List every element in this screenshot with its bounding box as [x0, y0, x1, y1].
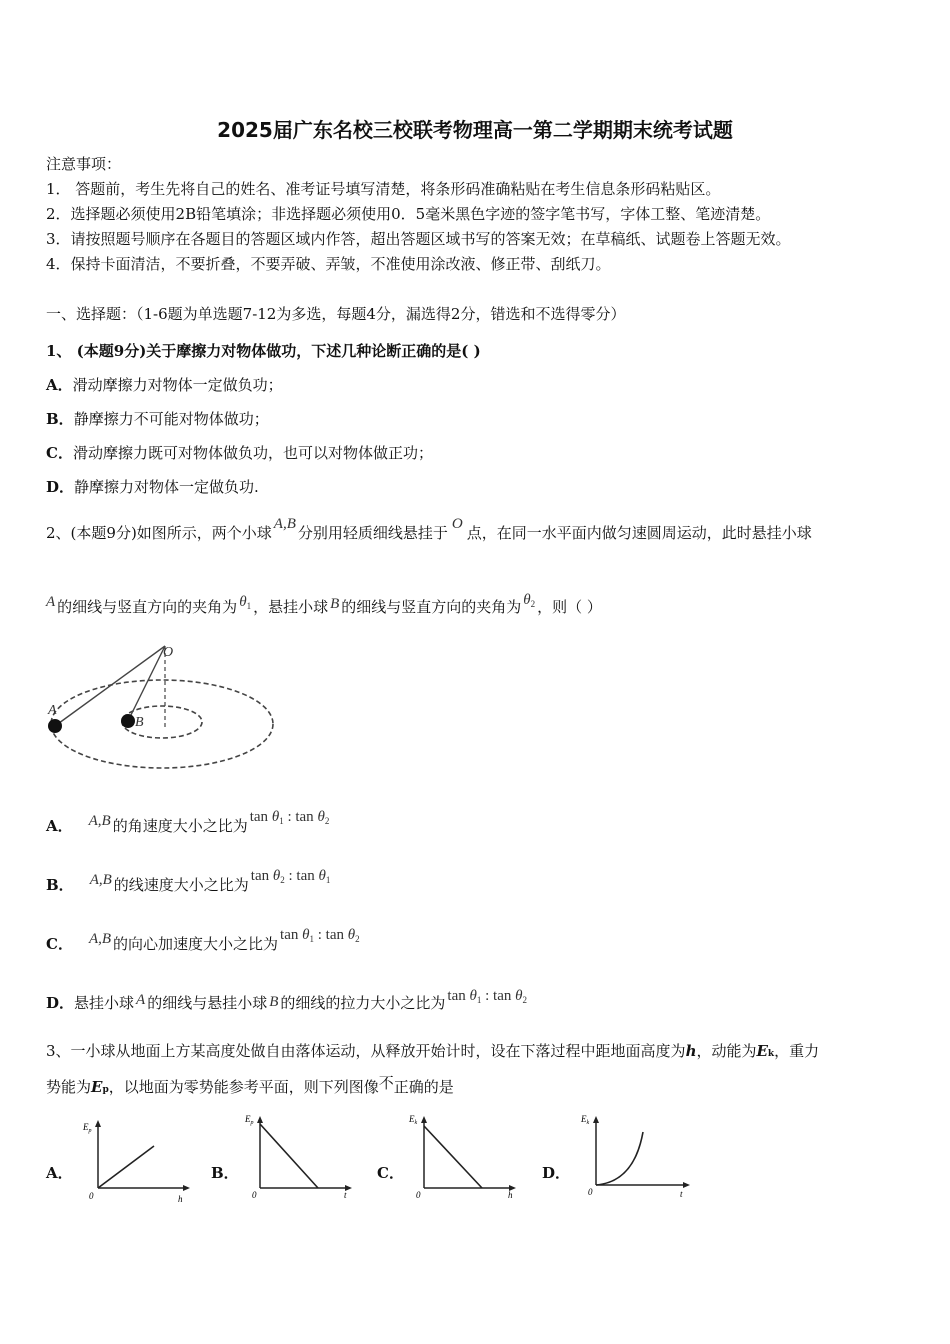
q3-graph-b [240, 1110, 355, 1200]
q3-option-b-label: B． [211, 1164, 239, 1182]
outer-orbit [51, 680, 273, 768]
notice-item-3: 3．请按照题号顺序在各题目的答题区域内作答，超出答题区域书写的答案无效；在草稿纸、试题卷上答题无效。 [46, 230, 791, 248]
q1-stem: 1、 (本题9分)关于摩擦力对物体做功，下述几种论断正确的是( ) [46, 342, 481, 360]
graph-d-curve [596, 1132, 643, 1185]
notice-item-1: 1． 答题前，考生先将自己的姓名、准考证号填写清楚，将条形码准确粘贴在考生信息条形码粘贴区。 [46, 180, 721, 198]
ball-a [48, 719, 62, 733]
svg-text:Ek: $E_k$ [581, 1114, 590, 1126]
notice-heading: 注意事项： [46, 155, 122, 173]
label-a: A [48, 703, 57, 718]
label-b: B [135, 715, 144, 730]
svg-text:t: t [680, 1189, 683, 1199]
graph-c-line [424, 1126, 482, 1188]
q3-stem-line1: 3、一小球从地面上方某高度处做自由落体运动，从释放开始计时，设在下落过程中距地面高度为h，动能为Ek，重力 [46, 1042, 820, 1060]
string-a [55, 646, 165, 726]
q2-option-c: C． A,B 的向心加速度大小之比为 $\tan \theta_1$ : $\tan \theta_2$ [46, 927, 360, 953]
q1-option-a: A．滑动摩擦力对物体一定做负功； [46, 376, 283, 394]
q1-option-d: D．静摩擦力对物体一定做负功. [46, 478, 259, 496]
svg-text:h: h [508, 1190, 513, 1200]
section-heading: 一、选择题：（1-6题为单选题7-12为多选，每题4分，漏选得2分，错选和不选得零分） [46, 305, 626, 323]
ball-b [121, 714, 135, 728]
label-o: O [163, 645, 174, 660]
svg-text:0: 0 [588, 1187, 593, 1197]
svg-text:Ep: $E_p$ [83, 1122, 92, 1134]
q2-option-d: D．悬挂小球 A 的细线与悬挂小球 B 的细线的拉力大小之比为 $\tan \theta_1$ : $\tan \theta_2$ [46, 988, 527, 1012]
graph-a-line [98, 1146, 154, 1188]
q3-option-d-label: D． [542, 1164, 571, 1182]
svg-text:0: 0 [89, 1191, 94, 1201]
q3-option-a-label: A． [46, 1164, 73, 1182]
q1-option-c: C．滑动摩擦力既可对物体做负功，也可以对物体做正功； [46, 444, 433, 462]
svg-text:0: 0 [416, 1190, 421, 1200]
notice-item-4: 4．保持卡面清洁，不要折叠，不要弄破、弄皱，不准使用涂改液、修正带、刮纸刀。 [46, 255, 611, 273]
q3-graph-c [404, 1110, 519, 1200]
string-b [128, 646, 165, 721]
svg-text:0: 0 [252, 1190, 257, 1200]
svg-text:h: h [178, 1194, 183, 1204]
svg-text:Ek: $E_k$ [409, 1114, 418, 1126]
q3-graph-a [78, 1118, 193, 1208]
q2-stem-line1: 2、(本题9分)如图所示，两个小球 A,B 分别用轻质细线悬挂于 O 点，在同一水平面内做匀速圆周运动，此时悬挂小球 [46, 516, 812, 542]
q1-option-b: B．静摩擦力不可能对物体做功； [46, 410, 269, 428]
svg-text:t: t [344, 1190, 347, 1200]
notice-item-2: 2．选择题必须使用2B铅笔填涂；非选择题必须使用0．5毫米黑色字迹的签字笔书写，字体工整、笔迹清楚。 [46, 205, 771, 223]
q3-option-c-label: C． [377, 1164, 404, 1182]
q2-figure [40, 638, 280, 773]
q2-option-b: B． A,B 的线速度大小之比为 $\tan \theta_2$ : $\tan \theta_1$ [46, 868, 331, 894]
q3-stem-line2: 势能为Ep，以地面为零势能参考平面，则下列图像不正确的是 [46, 1074, 454, 1096]
page-title: 2025届广东名校三校联考物理高一第二学期期末统考试题 [217, 118, 733, 142]
graph-b-line [260, 1124, 318, 1188]
svg-text:Ep: $E_p$ [245, 1114, 254, 1126]
q3-graph-d [576, 1110, 696, 1200]
q2-option-a: A． A,B 的角速度大小之比为 $\tan \theta_1$ : $\tan \theta_2$ [46, 809, 330, 835]
q2-stem-line2: A 的细线与竖直方向的夹角为 $\theta_1$ ，悬挂小球 B 的细线与竖直方向的夹角为 $\theta_2$ ，则（ ） [46, 592, 602, 616]
